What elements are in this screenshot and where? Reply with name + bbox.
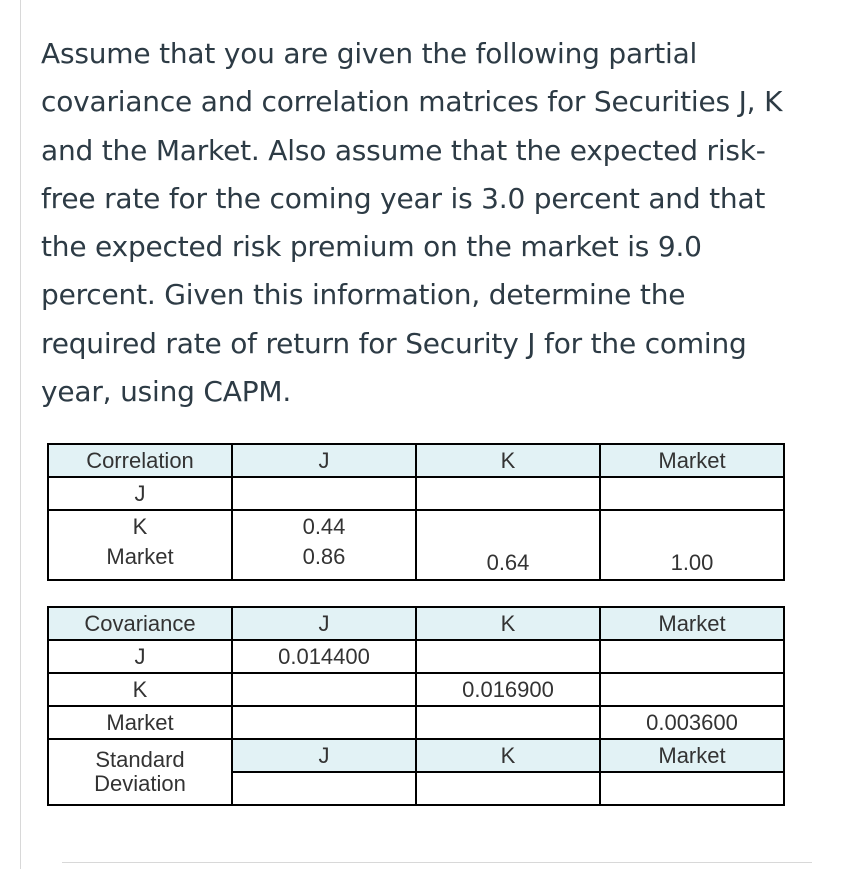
table-cell: 1.00 [600,510,784,580]
table-cell-group [232,510,416,580]
table-header-cell: J [232,444,416,477]
table-header-cell: Correlation [48,444,232,477]
table-cell: 0.014400 [232,640,416,673]
table-cell [232,706,416,739]
table-cell: 0.86 [302,544,346,569]
table-cell [232,772,416,805]
question-line: year, using CAPM. [41,375,292,409]
row-label: J [48,477,232,510]
question-line: and the Market. Also assume that the expected risk- [41,133,766,167]
table-row [48,477,784,510]
table-header-cell: K [416,607,600,640]
correlation-table [47,443,785,581]
table-cell [416,477,600,510]
divider [62,862,812,863]
table-row [48,673,784,706]
table-cell [600,640,784,673]
table-row [48,640,784,673]
table-header-cell: Market [600,607,784,640]
row-label: Standard Deviation [48,739,232,805]
question-line: percent. Given this information, determine the [41,278,686,312]
table-row [48,706,784,739]
table-cell [600,673,784,706]
table-header-cell: J [232,607,416,640]
table-cell: 0.44 [302,514,346,539]
table-header-cell: Market [600,739,784,772]
table-cell: 0.016900 [416,673,600,706]
table-header-row [48,444,784,477]
question-line: required rate of return for Security J for the coming [41,326,747,360]
question-line: the expected risk premium on the market is 9.0 [41,230,702,264]
table-cell [600,772,784,805]
row-label: K [48,673,232,706]
table-cell: 0.64 [416,510,600,580]
question-line: free rate for the coming year is 3.0 percent and that [41,181,766,215]
table-cell [416,640,600,673]
table-cell [416,706,600,739]
covariance-table [47,606,785,806]
table-row [48,739,784,772]
table-header-cell: K [416,739,600,772]
table-cell: 0.003600 [600,706,784,739]
table-cell [232,477,416,510]
row-label: J [48,640,232,673]
question-text [41,30,811,416]
table-cell [232,673,416,706]
table-cell [416,772,600,805]
table-header-cell: Covariance [48,607,232,640]
row-label-group [48,510,232,580]
row-label: Market [106,544,174,569]
table-header-cell: Market [600,444,784,477]
table-header-cell: K [416,444,600,477]
table-header-row [48,607,784,640]
table-cell [600,477,784,510]
question-line: covariance and correlation matrices for Securities J, K [41,85,783,119]
row-label: Market [48,706,232,739]
question-line: Assume that you are given the following partial [41,37,698,70]
table-row [48,510,784,580]
row-label: K [132,514,148,539]
table-header-cell: J [232,739,416,772]
